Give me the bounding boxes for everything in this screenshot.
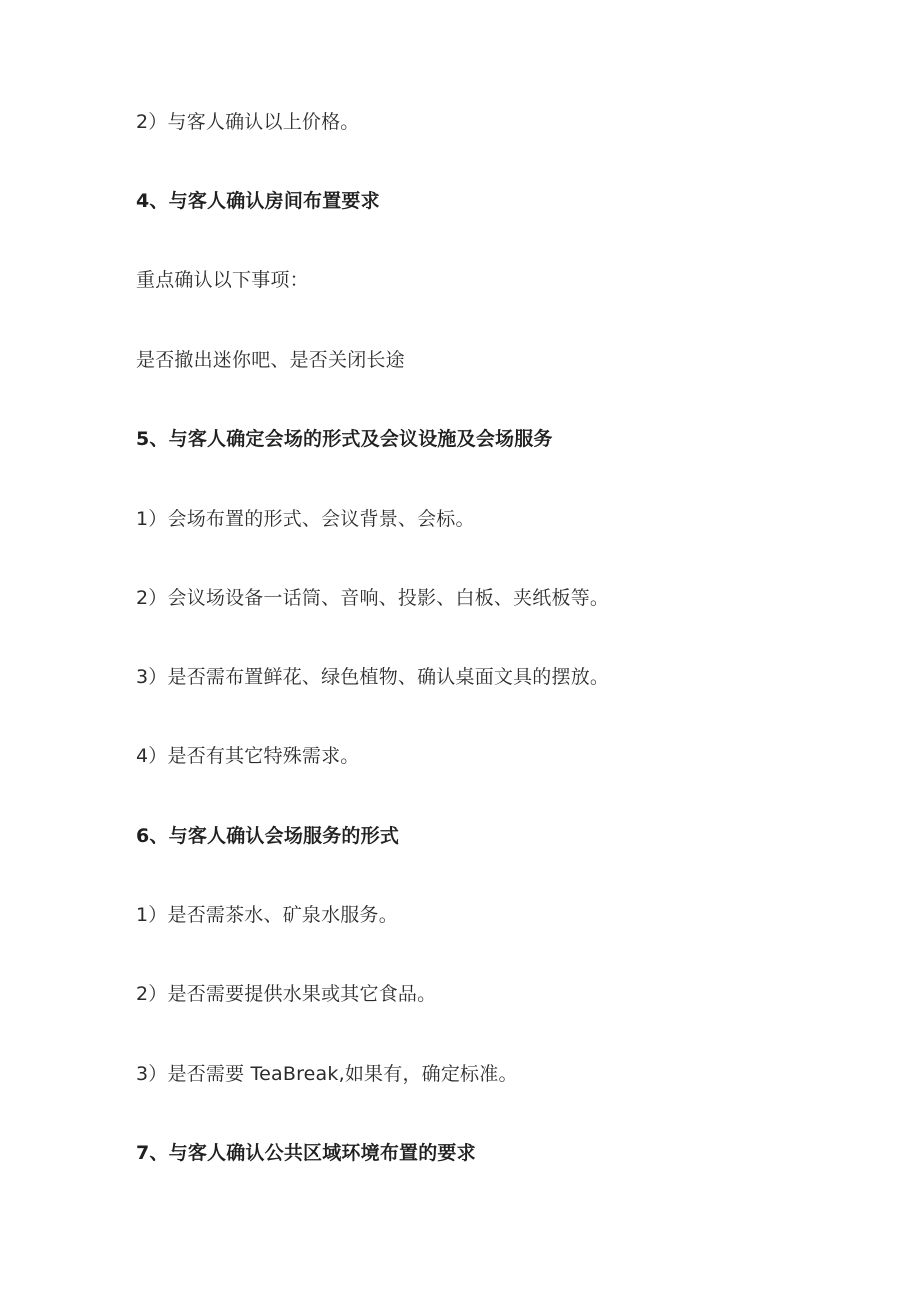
key-points-intro: 重点确认以下事项： [136, 269, 309, 291]
tea-water-item: 1）是否需茶水、矿泉水服务。 [136, 904, 398, 926]
section-7-heading: 7、与客人确认公共区域环境布置的要求 [136, 1142, 476, 1164]
price-confirm-item: 2）与客人确认以上价格。 [136, 111, 360, 133]
flowers-stationery-item: 3）是否需布置鲜花、绿色植物、确认桌面文具的摆放。 [136, 666, 610, 688]
section-4-heading: 4、与客人确认房间布置要求 [136, 190, 380, 212]
venue-equipment-item: 2）会议场设备一话筒、音响、投影、白板、夹纸板等。 [136, 587, 610, 609]
special-needs-item: 4）是否有其它特殊需求。 [136, 745, 360, 767]
teabreak-item: 3）是否需要 TeaBreak,如果有，确定标准。 [136, 1063, 518, 1085]
fruit-food-item: 2）是否需要提供水果或其它食品。 [136, 983, 437, 1005]
minibar-longdistance-item: 是否撤出迷你吧、是否关闭长途 [136, 349, 405, 371]
venue-layout-item: 1）会场布置的形式、会议背景、会标。 [136, 508, 475, 530]
section-6-heading: 6、与客人确认会场服务的形式 [136, 825, 400, 847]
section-5-heading: 5、与客人确定会场的形式及会议设施及会场服务 [136, 428, 553, 450]
